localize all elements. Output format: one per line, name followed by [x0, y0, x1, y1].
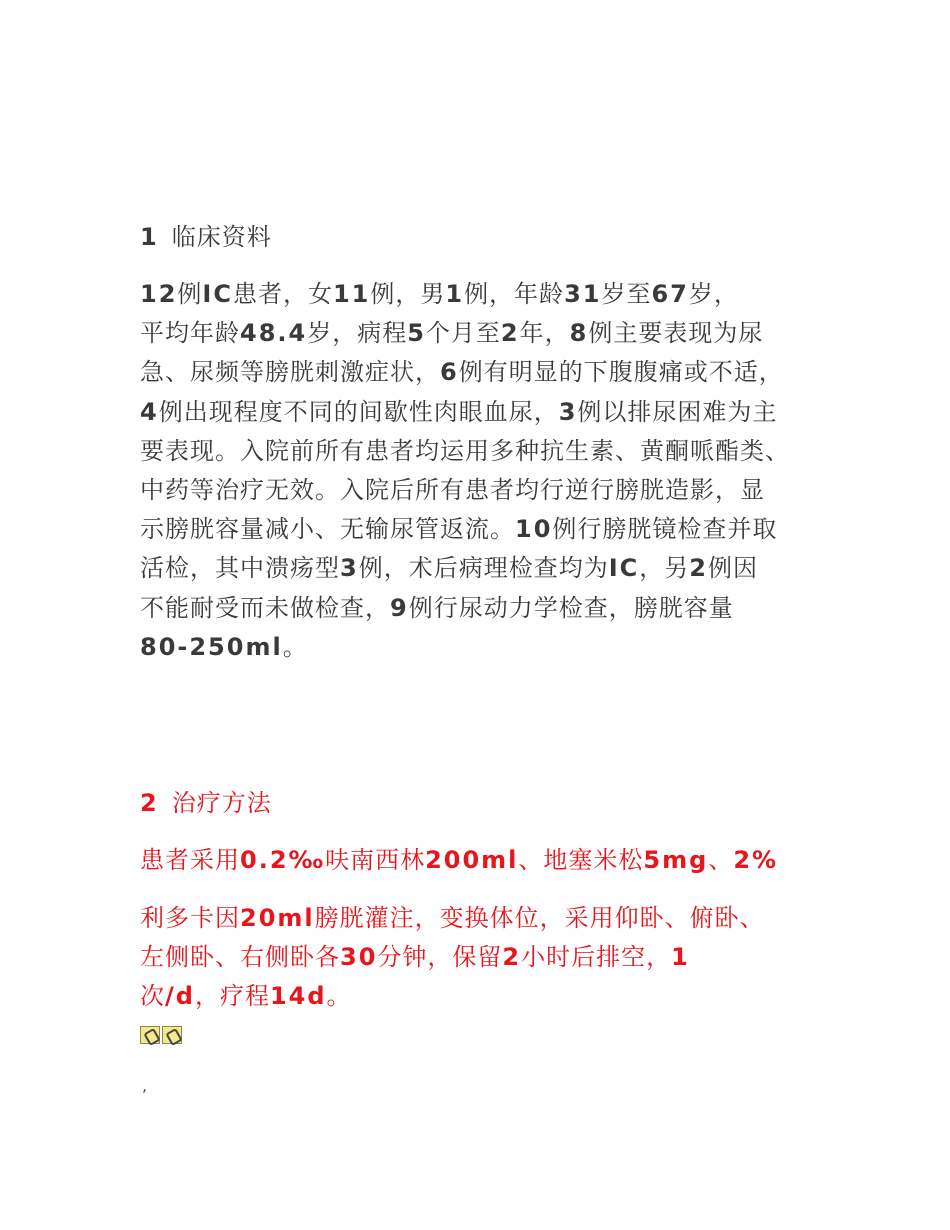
text-run: 活检，其中溃疡型: [140, 554, 340, 583]
section-2-number: 2: [140, 789, 158, 817]
section-1-paragraph: [140, 275, 820, 667]
bold-run: 6: [440, 358, 459, 387]
text-line: [140, 841, 820, 880]
bold-run: 0.2‰: [240, 846, 326, 874]
section-1-number: 1: [140, 223, 158, 251]
section-1-title: 临床资料: [171, 223, 272, 251]
text-run: 患者采用: [140, 846, 240, 874]
text-run: 次: [140, 982, 165, 1011]
text-run: 膀胱灌注，变换体位，采用仰卧、俯卧、: [314, 904, 765, 932]
text-run: 例主要表现为尿: [588, 319, 764, 348]
bold-run: 48.4: [240, 319, 308, 348]
text-line: [140, 938, 820, 977]
text-run: 、地塞米松: [518, 846, 644, 874]
text-run: 例行膀胱镜检查并取: [552, 515, 778, 544]
text-line: [140, 314, 820, 353]
text-run: 急、尿频等膀胱刺激症状，: [140, 358, 440, 387]
text-run: 例，男: [370, 280, 446, 308]
section-2-heading: [140, 788, 272, 818]
text-run: ，另: [639, 554, 690, 583]
bold-run: 11: [332, 280, 371, 308]
bold-run: 80-250ml: [140, 632, 283, 661]
text-line: [140, 393, 820, 432]
text-run: 。: [282, 632, 308, 661]
text-run: 小时后排空，: [521, 943, 672, 972]
text-run: 例，术后病理检查均为: [358, 554, 609, 583]
section-2-title: 治疗方法: [171, 789, 272, 817]
text-line: [140, 549, 820, 588]
text-line: [140, 628, 820, 667]
text-run: 岁至: [601, 280, 652, 308]
bold-run: 1: [445, 280, 465, 308]
text-run: 要表现。入院前所有患者均运用多种抗生素、黄酮哌酯类、: [140, 436, 790, 465]
text-run: 中药等治疗无效。入院后所有患者均行逆行膀胱造影，显: [140, 476, 765, 505]
text-run: 不能耐受而未做检查，: [140, 593, 390, 622]
bold-run: 12: [140, 280, 178, 308]
bold-run: 5: [407, 319, 426, 348]
bold-run: 9: [390, 593, 409, 622]
text-line: [140, 275, 820, 314]
bold-run: 3: [340, 554, 359, 583]
text-run: 岁，病程: [307, 319, 408, 348]
text-run: 例以排尿困难为主: [577, 397, 778, 426]
bold-run: 2: [500, 319, 520, 348]
bold-run: 2: [689, 554, 708, 583]
bold-run: 2: [502, 943, 522, 972]
text-line: [140, 589, 820, 628]
bold-run: 67: [651, 280, 689, 308]
text-run: 例有明显的下腹腹痛或不适，: [458, 358, 784, 387]
icon-strip: [140, 1026, 182, 1044]
bold-run: IC: [608, 554, 640, 583]
text-line: [140, 977, 820, 1016]
text-run: 平均年龄: [140, 319, 240, 348]
text-line: [140, 432, 820, 471]
text-run: 例，年龄: [464, 280, 565, 308]
text-run: 年，: [519, 319, 570, 348]
bold-run: 5mg: [643, 846, 709, 874]
section-1-heading: [140, 222, 272, 252]
text-line: [140, 510, 820, 549]
text-run: 、: [708, 846, 734, 874]
text-run: 岁，: [688, 280, 739, 308]
bold-run: 1: [671, 943, 690, 972]
text-run: ，疗程: [194, 982, 270, 1011]
document-page: [140, 0, 820, 1230]
text-run: 左侧卧、右侧卧各: [140, 943, 340, 972]
text-run: 。: [326, 982, 352, 1011]
section-2-paragraph-b: [140, 899, 820, 1017]
bold-run: 31: [564, 280, 602, 308]
bold-run: 10: [515, 515, 553, 544]
text-run: 呋南西林: [325, 846, 426, 874]
bold-run: 200ml: [425, 846, 519, 874]
text-run: 示膀胱容量减小、无输尿管返流。: [140, 515, 515, 544]
stray-mark: ,: [142, 1076, 148, 1095]
text-line: [140, 471, 820, 510]
bold-run: /d: [165, 982, 195, 1011]
text-run: 利多卡因: [140, 904, 240, 932]
text-line: [140, 353, 820, 392]
text-run: 例行尿动力学检查，膀胱容量: [408, 593, 734, 622]
bold-run: 30: [340, 943, 378, 972]
text-run: 例出现程度不同的间歇性肉眼血尿，: [158, 397, 559, 426]
bold-run: 14d: [269, 982, 327, 1011]
bold-run: 3: [558, 397, 578, 426]
bold-run: 2%: [733, 846, 779, 874]
link-icon[interactable]: [140, 1026, 160, 1044]
text-run: 分钟，保留: [377, 943, 503, 972]
bold-run: 4: [140, 397, 159, 426]
text-run: 患者，女: [232, 280, 333, 308]
bold-run: IC: [202, 280, 233, 308]
text-run: 个月至: [425, 319, 501, 348]
text-line: [140, 899, 820, 938]
bold-run: 20ml: [240, 904, 315, 932]
link-icon[interactable]: [162, 1026, 182, 1044]
text-run: 例因: [707, 554, 758, 583]
section-2-paragraph-a: [140, 841, 820, 880]
bold-run: 8: [569, 319, 589, 348]
text-run: 例: [177, 280, 203, 308]
